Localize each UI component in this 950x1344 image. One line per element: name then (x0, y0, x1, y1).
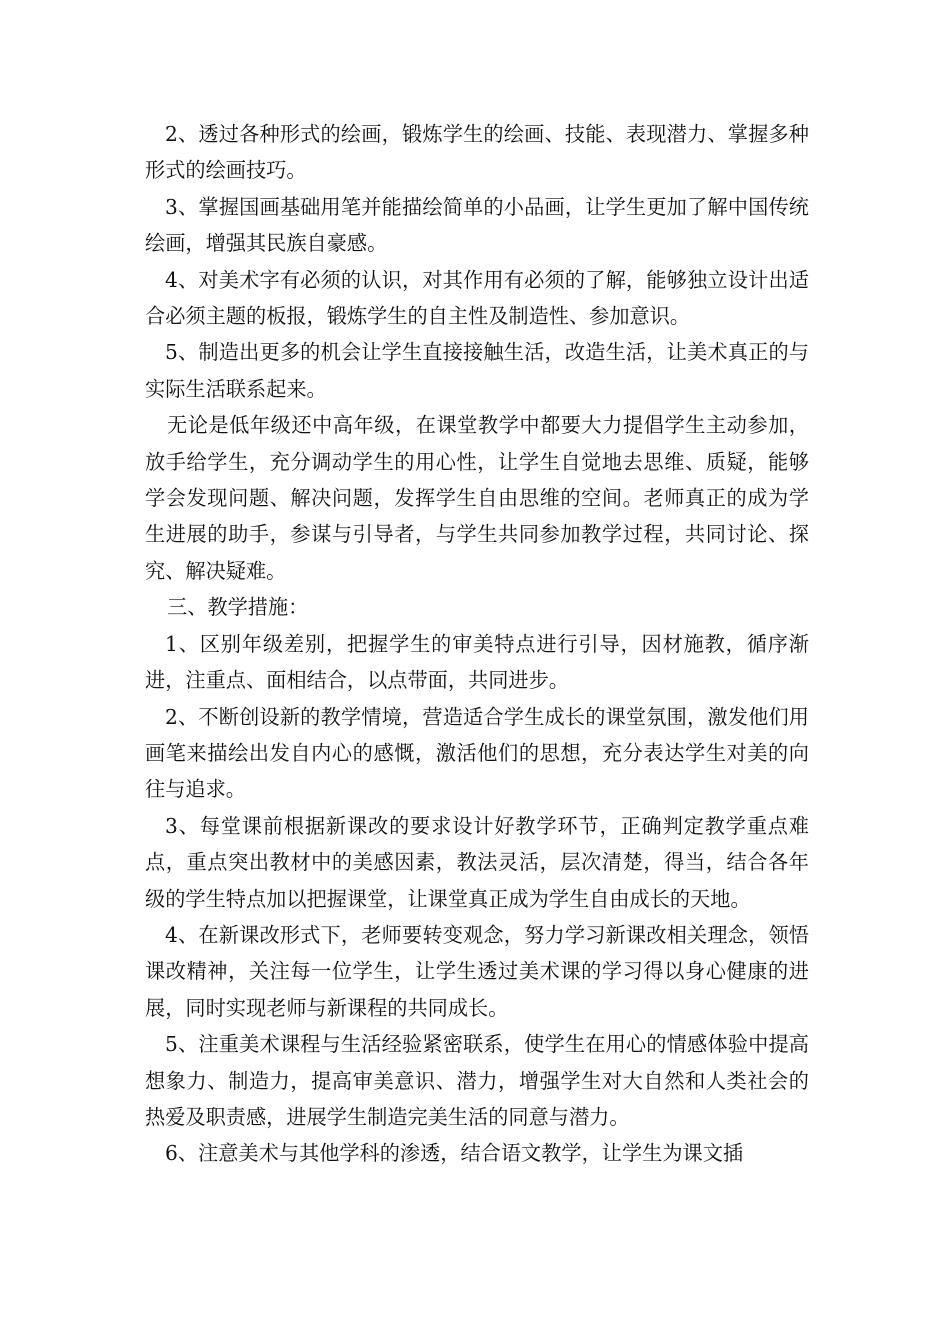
paragraph-measure-6: 6、注意美术与其他学科的渗透，结合语文教学，让学生为课文插 (165, 1141, 744, 1166)
paragraph-goal-5: 5、制造出更多的机会让学生直接接触生活，改造生活，让美术真正的与实际生活联系起来。 (145, 340, 809, 401)
section-heading-teaching-measures: 三、教学措施： (167, 595, 309, 620)
paragraph-goal-3: 3、掌握国画基础用笔并能描绘简单的小品画，让学生更加了解中国传统绘画，增强其民族自豪感。 (145, 194, 809, 256)
paragraph-measure-3: 3、每堂课前根据新课改的要求设计好教学环节，正确判定教学重点难点，重点突出教材中的美感因素，教法灵活，层次清楚，得当，结合各年级的学生特点加以把握课堂，让课堂真正成为学生自由成长的天地。 (145, 813, 809, 911)
paragraph-goal-4: 4、对美术字有必须的认识，对其作用有必须的了解，能够独立设计出适合必须主题的板报，锻炼学生的自主性及制造性、参加意识。 (145, 267, 809, 329)
paragraph-classroom-teaching: 无论是低年级还中高年级，在课堂教学中都要大力提倡学生主动参加，放手给学生，充分调动学生的用心性，让学生自觉地去思维、质疑，能够学会发现问题、解决问题，发挥学生自由思维的空间。老师真正的成为学生进展的助手，参谋与引导者，与学生共同参加教学过程，共同讨论、探究、解决疑难。 (145, 413, 809, 583)
paragraph-measure-5: 5、注重美术课程与生活经验紧密联系，使学生在用心的情感体验中提高想象力、制造力，提高审美意识、潜力，增强学生对大自然和人类社会的热爱及职责感，进展学生制造完美生活的同意与潜力。 (145, 1032, 809, 1129)
paragraph-measure-2: 2、不断创设新的教学情境，营造适合学生成长的课堂氛围，激发他们用画笔来描绘出发自内心的感慨，激活他们的思想，充分表达学生对美的向往与追求。 (145, 704, 809, 802)
paragraph-goal-2: 2、透过各种形式的绘画，锻炼学生的绘画、技能、表现潜力、掌握多种形式的绘画技巧。 (145, 122, 809, 183)
document-body (145, 116, 809, 1172)
paragraph-measure-4: 4、在新课改形式下，老师要转变观念，努力学习新课改相关理念，领悟课改精神，关注每一位学生，让学生透过美术课的学习得以身心健康的进展，同时实现老师与新课程的共同成长。 (145, 922, 809, 1020)
paragraph-measure-1: 1、区别年级差别，把握学生的审美特点进行引导，因材施教，循序渐进，注重点、面相结合，以点带面，共同进步。 (145, 631, 809, 693)
